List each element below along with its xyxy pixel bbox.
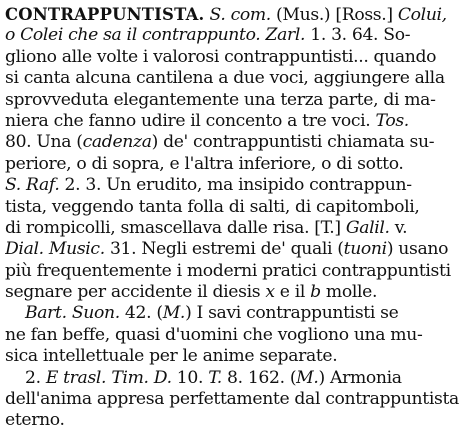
italic-text: x (265, 282, 275, 303)
entry-text: si canta alcuna cantilena a due voci, aggiungere alla (5, 68, 445, 89)
entry-line (5, 303, 466, 324)
entry-text: 10. (171, 367, 209, 388)
entry-text: 31. Negli estremi de' quali ( (104, 239, 344, 260)
italic-text: Dial. Music. (5, 239, 105, 260)
italic-text: E trasl. (45, 367, 107, 388)
italic-text: M. (296, 367, 319, 388)
headword: CONTRAPPUNTISTA. (5, 5, 205, 24)
entry-text: ) Armonia (318, 367, 402, 388)
italic-text: Tos. (375, 110, 409, 131)
entry-text: segnare per accidente il diesis (5, 282, 266, 303)
entry-line (5, 261, 466, 282)
entry-line (5, 4, 466, 25)
entry-text: tista, veggendo tanta folla di salti, di capitomboli, (5, 196, 420, 217)
entry-text: periore, o di sopra, e l'altra inferiore, o di sotto. (5, 153, 404, 174)
entry-text: 2. (25, 367, 46, 388)
italic-text: S. com. (209, 5, 271, 25)
italic-text: tuoni (343, 239, 387, 260)
entry-text: 8. 162. ( (221, 367, 297, 388)
entry-line (5, 239, 466, 260)
entry-text: ) I savi contrappuntisti se (185, 303, 399, 324)
entry-text: e il (274, 282, 311, 303)
italic-text: S. Raf. (5, 175, 60, 196)
entry-text: eterno. (5, 410, 65, 431)
entry-line (5, 325, 466, 346)
entry-line (5, 47, 466, 68)
entry-text: 80. Una ( (5, 132, 83, 153)
entry-text: (Mus.) [Ross.] (270, 5, 398, 25)
italic-text: Galil. (345, 217, 390, 238)
entry-line (5, 389, 466, 410)
entry-line (5, 132, 466, 153)
italic-text: Bart. Suon. (25, 303, 120, 324)
entry-text: v. (389, 217, 408, 238)
entry-line (5, 111, 466, 132)
entry-line (5, 410, 466, 431)
entry-text: di rompicolli, smascellava dalle risa. [T.] (5, 217, 346, 238)
entry-text: 1. 3. 64. So- (305, 25, 411, 46)
entry-text: dell'anima appresa perfettamente dal contrappuntista (5, 389, 459, 410)
entry-text: molle. (320, 282, 378, 303)
entry-text: gliono alle volte i valorosi contrappuntisti... quando (5, 46, 437, 67)
italic-text: b (310, 282, 321, 303)
italic-text: Tim. D. (111, 367, 172, 388)
entry-text: ) de' contrappuntisti chiamata su- (151, 132, 435, 153)
italic-text: Colui, (397, 5, 447, 25)
entry-text: 2. 3. Un erudito, ma insipido contrappun- (59, 175, 412, 196)
entry-line (5, 154, 466, 175)
entry-text: ) usano (386, 239, 449, 260)
entry-line (5, 197, 466, 218)
italic-text: T. (208, 367, 222, 388)
entry-line (5, 25, 466, 46)
entry-text: niera che fanno udire il concento a tre voci. (5, 110, 376, 131)
entry-line (5, 368, 466, 389)
entry-line (5, 218, 466, 239)
entry-line (5, 175, 466, 196)
entry-text: più frequentemente i moderni pratici contrappuntisti (5, 260, 451, 281)
italic-text: Zarl. (265, 25, 306, 46)
italic-text: o Colei che sa il contrappunto. (5, 25, 261, 46)
entry-text: 42. ( (119, 303, 163, 324)
entry-line (5, 346, 466, 367)
entry-text: ne fan beffe, quasi d'uomini che vogliono una mu- (5, 324, 423, 345)
entry-line (5, 90, 466, 111)
entry-text: sprovveduta elegantemente una terza parte, di ma- (5, 89, 436, 110)
italic-text: cadenza (82, 132, 152, 153)
entry-line (5, 282, 466, 303)
entry-text: sica intellettuale per le anime separate. (5, 346, 338, 367)
entry-line (5, 68, 466, 89)
italic-text: M. (162, 303, 186, 324)
